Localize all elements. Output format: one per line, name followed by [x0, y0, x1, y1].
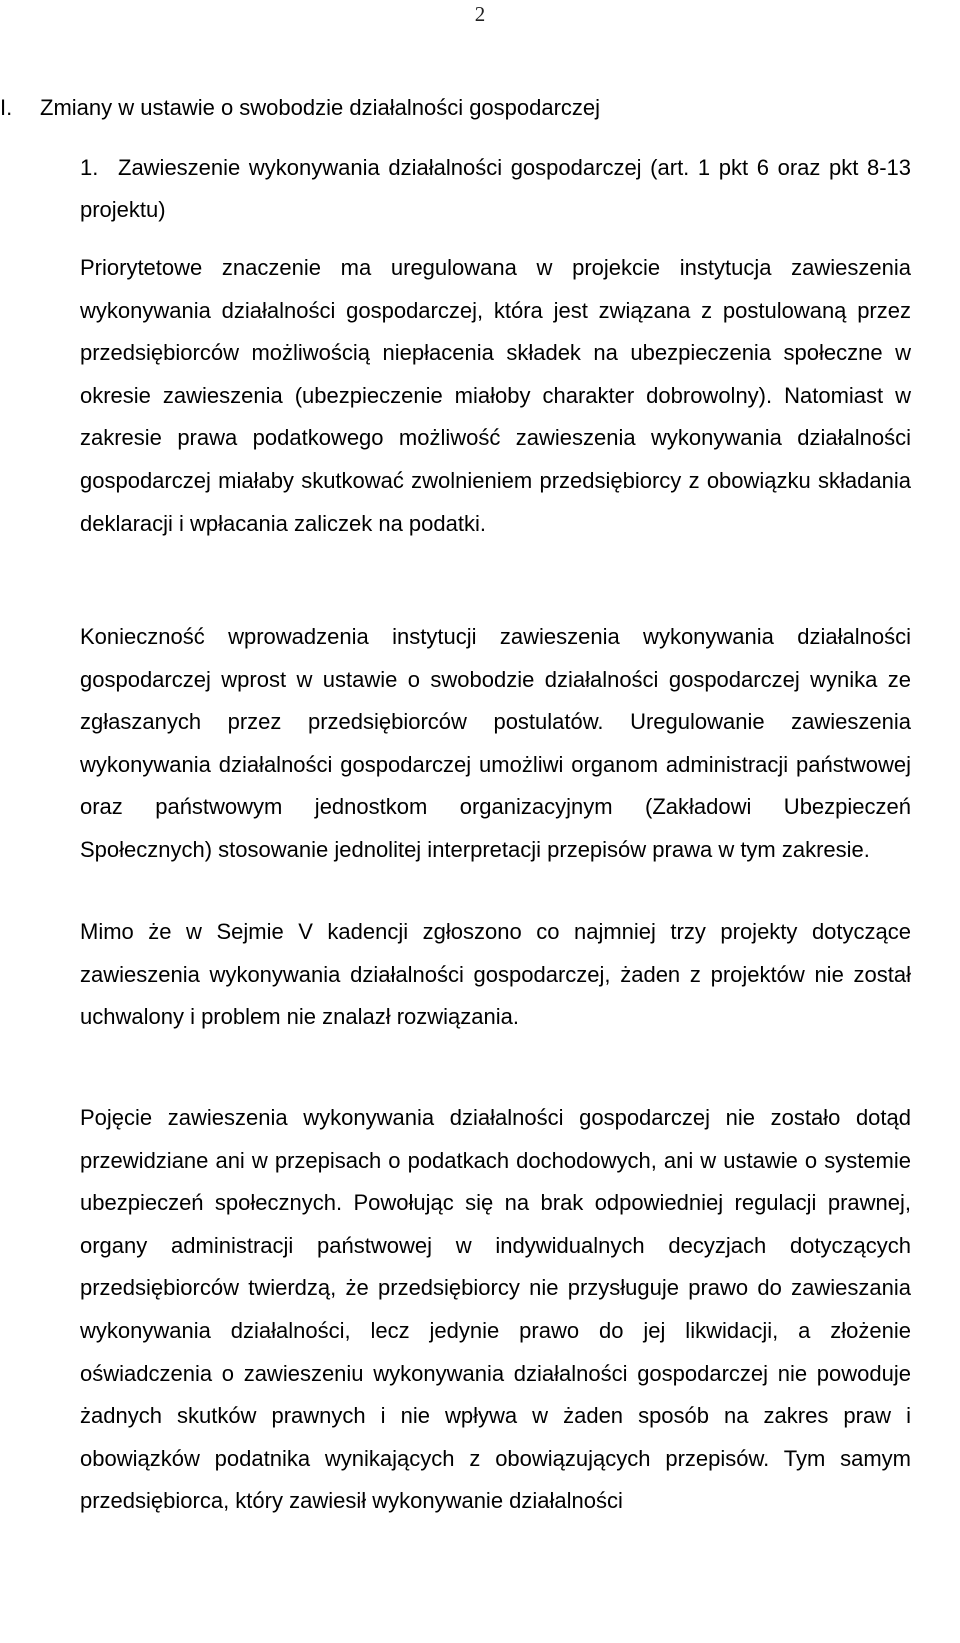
section-number: I. — [0, 95, 13, 120]
paragraph: Pojęcie zawieszenia wykonywania działalności gospodarczej nie zostało dotąd przewidziane ani w przepisach o podatkach dochodowych, ani w ustawie o systemie ubezpieczeń społecznych. Powołując się na brak odpowiedniej regulacji prawnej, organy administracji państwowej w indywidualnych decyzjach dotyczących przedsiębiorców twierdzą, że przedsiębiorcy nie przysługuje prawo do zawieszania wykonywania działalności, lecz jedynie prawo do jej likwidacji, a złożenie oświadczenia o zawieszeniu wykonywania działalności gospodarczej nie powoduje żadnych skutków prawnych i nie wpływa w żaden sposób na zakres praw i obowiązków podatnika wynikających z obowiązujących przepisów. Tym samym przedsiębiorca, który zawiesił wykonywanie działalności — [80, 1105, 911, 1514]
paragraph: Konieczność wprowadzenia instytucji zawieszenia wykonywania działalności gospodarczej wprost w ustawie o swobodzie działalności gospodarczej wynika ze zgłaszanych przez przedsiębiorców postulatów. Uregulowanie zawieszenia wykonywania działalności gospodarczej umożliwi organom administracji państwowej oraz państwowym jednostkom organizacyjnym (Zakładowi Ubezpieczeń Społecznych) stosowanie jednolitej interpretacji przepisów prawa w tym zakresie. — [80, 624, 911, 862]
paragraph: Priorytetowe znaczenie ma uregulowana w projekcie instytucja zawieszenia wykonywania działalności gospodarczej, która jest związana z postulowaną przez przedsiębiorców możliwością niepłacenia składek na ubezpieczenia społeczne w okresie zawieszenia (ubezpieczenie miałoby charakter dobrowolny). Natomiast w zakresie prawa podatkowego możliwość zawieszenia wykonywania działalności gospodarczej miałaby skutkować zwolnieniem przedsiębiorcy z obowiązku składania deklaracji i wpłacania zaliczek na podatki. — [80, 255, 911, 536]
page-number: 2 — [474, 2, 486, 26]
subsection-number: 1. — [80, 155, 99, 180]
subsection-heading — [80, 147, 911, 231]
subsection-title: Zawieszenie wykonywania działalności gospodarczej (art. 1 pkt 6 oraz pkt 8-13 projektu) — [80, 155, 911, 222]
section-title: Zmiany w ustawie o swobodzie działalności gospodarczej — [40, 95, 601, 120]
paragraph: Mimo że w Sejmie V kadencji zgłoszono co najmniej trzy projekty dotyczące zawieszenia wykonywania działalności gospodarczej, żaden z projektów nie został uchwalony i problem nie znalazł rozwiązania. — [80, 919, 911, 1030]
section-heading — [0, 88, 600, 128]
